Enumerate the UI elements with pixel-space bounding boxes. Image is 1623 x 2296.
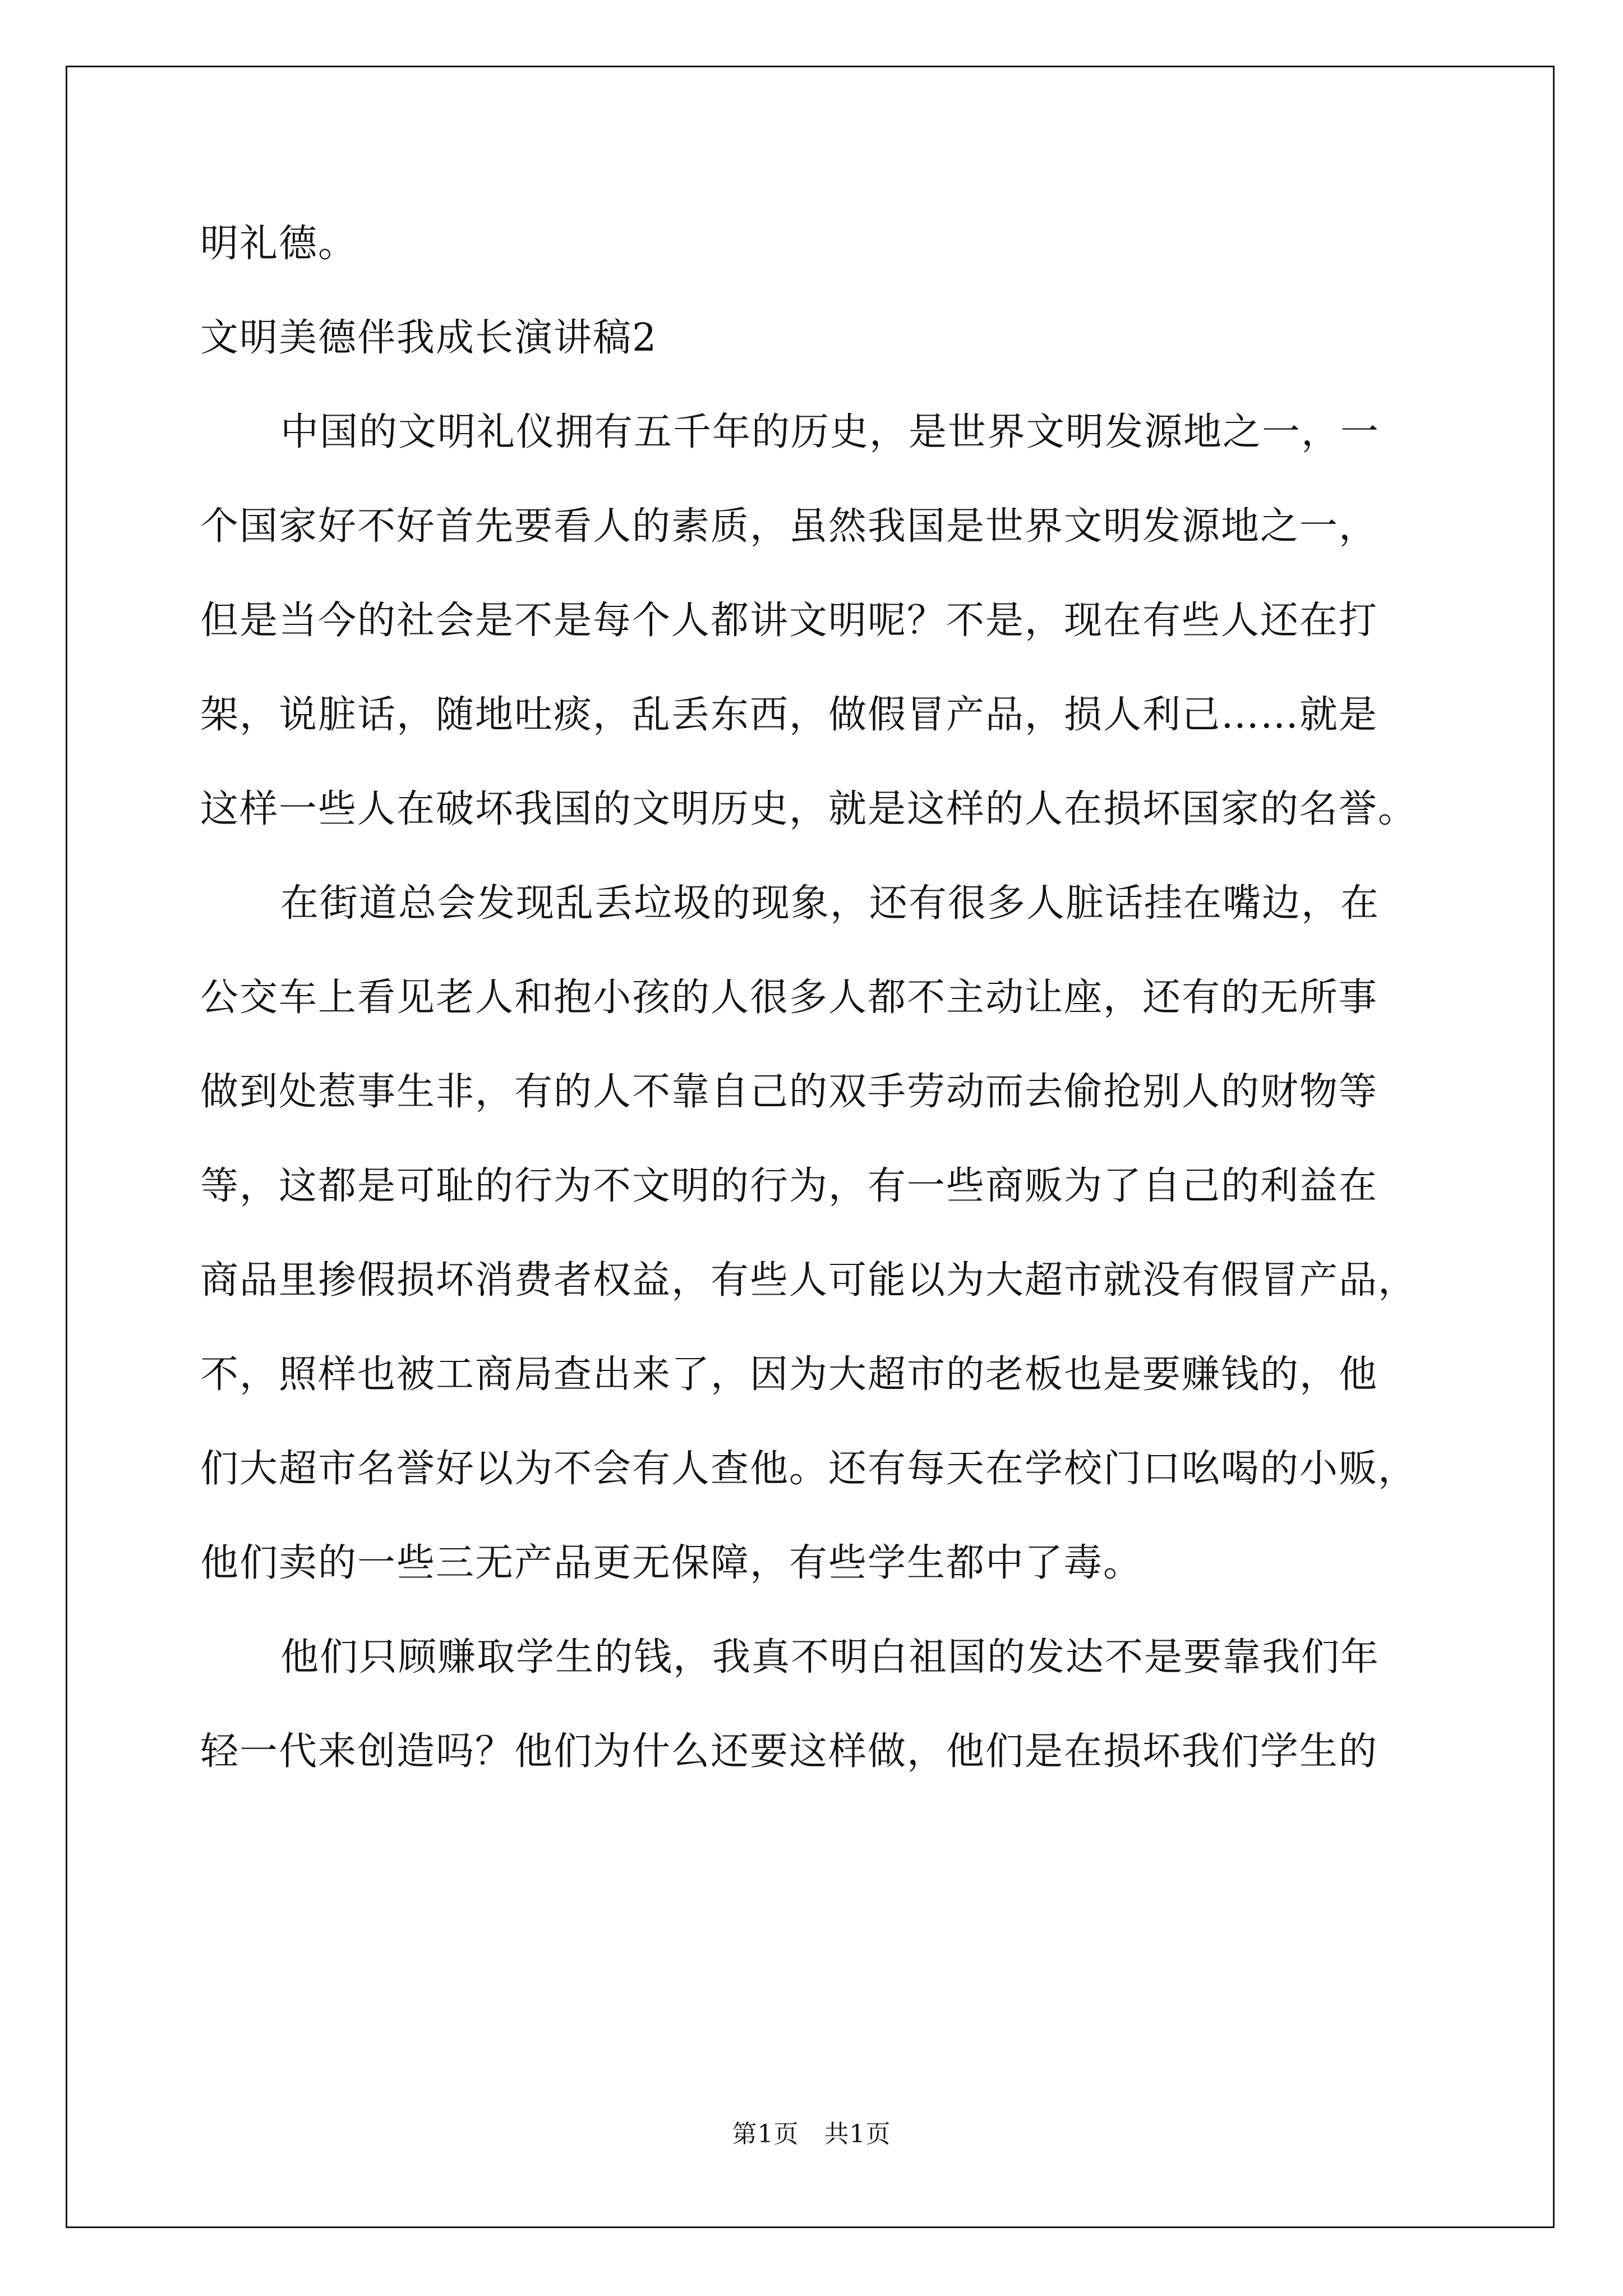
page-border	[66, 66, 1555, 2228]
section-heading: 文明美德伴我成长演讲稿2	[200, 316, 658, 360]
text-line: 这样一些人在破坏我国的文明历史，就是这样的人在损坏国家的名誉。	[200, 787, 1418, 831]
page-number-footer: 第1页 共1页	[732, 2120, 891, 2148]
text-line: 个国家好不好首先要看人的素质，虽然我国是世界文明发源地之一，	[200, 504, 1378, 549]
text-line: 商品里掺假损坏消费者权益，有些人可能以为大超市就没有假冒产品，	[200, 1258, 1418, 1303]
text-line: 中国的文明礼仪拥有五千年的历史，是世界文明发源地之一，一	[280, 410, 1380, 454]
text-line: 不，照样也被工商局查出来了，因为大超市的老板也是要赚钱的，他	[200, 1352, 1378, 1397]
text-line: 公交车上看见老人和抱小孩的人很多人都不主动让座，还有的无所事	[200, 976, 1378, 1020]
text-line: 做到处惹事生非，有的人不靠自己的双手劳动而去偷抢别人的财物等	[200, 1070, 1378, 1114]
text-line: 他们卖的一些三无产品更无保障，有些学生都中了毒。	[200, 1541, 1143, 1585]
text-line: 明礼德。	[200, 222, 358, 266]
text-line: 在街道总会发现乱丢垃圾的现象，还有很多人脏话挂在嘴边，在	[280, 881, 1380, 926]
text-line: 架，说脏话，随地吐痰，乱丢东西，做假冒产品，损人利己……就是	[200, 693, 1378, 737]
text-line: 但是当今的社会是不是每个人都讲文明呢？不是，现在有些人还在打	[200, 599, 1378, 643]
text-line: 们大超市名誉好以为不会有人查他。还有每天在学校门口吆喝的小贩，	[200, 1447, 1418, 1491]
text-line: 等，这都是可耻的行为不文明的行为，有一些商贩为了自己的利益在	[200, 1164, 1378, 1208]
text-line: 轻一代来创造吗？他们为什么还要这样做，他们是在损坏我们学生的	[200, 1729, 1378, 1774]
text-line: 他们只顾赚取学生的钱，我真不明白祖国的发达不是要靠我们年	[280, 1635, 1380, 1680]
